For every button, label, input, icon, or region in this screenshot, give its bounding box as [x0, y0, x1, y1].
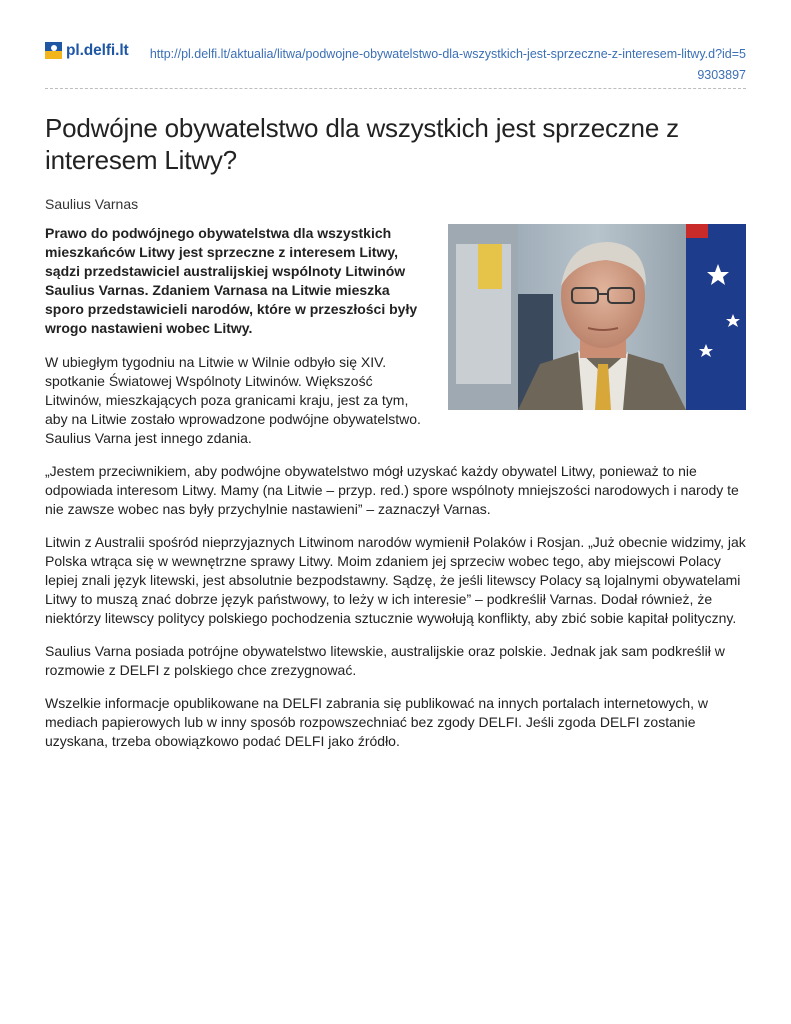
article-photo — [448, 224, 746, 410]
article-paragraph: „Jestem przeciwnikiem, aby podwójne obywatelstwo mógł uzyskać każdy obywatel Litwy, ponieważ to nie odpowiada interesom Litwy. Mamy (na Litwie – przyp. red.) spore wspólnoty mniejszości narodowych i narody te nie zawsze wobec nas były przychylnie nastawieni” – zaznaczył Varnas. — [45, 463, 739, 517]
article-paragraph: Litwin z Australii spośród nieprzyjaznych Litwinom narodów wymienił Polaków i Rosjan. „Już obecnie widzimy, jak Polska wtrąca się w wewnętrzne sprawy Litwy. Moim zdaniem jej sprzeciw wobec tego, aby miejscowi Polacy lepiej znali język litewski, jest absolutnie bezpodstawny. Sądzę, że jeśli litewscy Polacy są lojalnymi obywatelami Litwy to muszą znać dobrze język państwowy, to leży w ich interesie” – podkreślił Varnas. Dodał również, że niektórzy litewscy politycy polskiego pochodzenia sztucznie wywołują konflikty, aby zbić sobie kapitał polityczny. — [45, 534, 746, 626]
article — [45, 112, 746, 751]
copyright-notice: Wszelkie informacje opublikowane na DELFI zabrania się publikować na innych portalach internetowych, w mediach papierowych lub w inny sposób rozpowszechniać bez zgody DELFI. Jeśli zgoda DELFI zostanie uzyskana, trzeba obowiązkowo podać DELFI jako źródło. — [45, 695, 709, 749]
site-logo[interactable] — [45, 42, 129, 59]
site-name: pl.delfi.lt — [66, 42, 129, 59]
source-url-link[interactable]: http://pl.delfi.lt/aktualia/litwa/podwojne-obywatelstwo-dla-wszystkich-jest-sprzeczne-z-interesem-litwy.d?id=59303897 — [149, 47, 746, 82]
article-body — [45, 224, 746, 751]
article-author: Saulius Varnas — [45, 196, 139, 212]
article-title: Podwójne obywatelstwo dla wszystkich jest sprzeczne z interesem Litwy? — [45, 113, 679, 175]
article-paragraph: W ubiegłym tygodniu na Litwie w Wilnie odbyło się XIV. spotkanie Światowej Wspólnoty Litwinów. Większość Litwinów, mieszkających poza granicami kraju, jest za tym, aby na Litwie zostało wprowadzone podwójne obywatelstwo. Saulius Varna jest innego zdania. — [45, 354, 421, 446]
article-lead: Prawo do podwójnego obywatelstwa dla wszystkich mieszkańców Litwy jest sprzeczne z interesem Litwy, sądzi przedstawiciel australijskiej wspólnoty Litwinów Saulius Varnas. Zdaniem Varnasa na Litwie mieszka sporo przedstawicieli narodów, które w przeszłości były wrogo nastawieni wobec Litwy. — [45, 225, 418, 336]
article-paragraph: Saulius Varna posiada potrójne obywatelstwo litewskie, australijskie oraz polskie. Jednak jak sam podkreślił w rozmowie z DELFI z polskiego chce zrezygnować. — [45, 643, 725, 678]
page-header — [45, 42, 746, 88]
delfi-logo-icon — [45, 42, 62, 59]
header-divider — [45, 88, 746, 89]
